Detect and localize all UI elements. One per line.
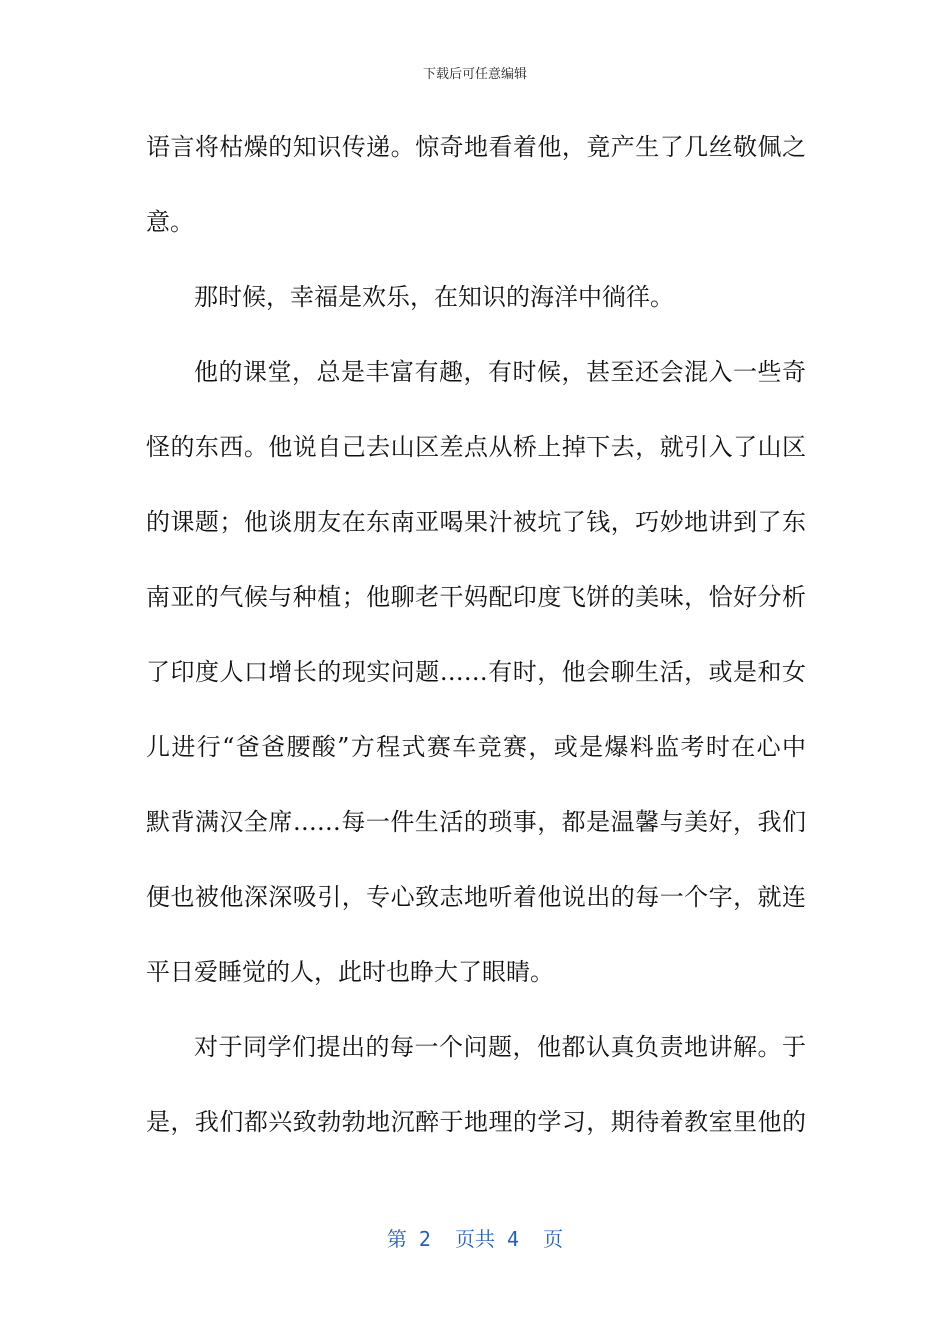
text-line: 是，我们都兴致勃勃地沉醉于地理的学习，期待着教室里他的 (146, 1108, 806, 1136)
text-line: 南亚的气候与种植；他聊老干妈配印度飞饼的美味，恰好分析 (146, 583, 806, 611)
text-line: 意。 (146, 208, 194, 236)
paragraph-first-line: 那时候，幸福是欢乐，在知识的海洋中徜徉。 (194, 283, 674, 311)
text-line: 了印度人口增长的现实问题……有时，他会聊生活，或是和女 (146, 658, 806, 686)
text-line: 平日爱睡觉的人，此时也睁大了眼睛。 (146, 958, 554, 986)
text-line: 儿进行“爸爸腰酸”方程式赛车竞赛，或是爆料监考时在心中 (146, 733, 806, 761)
page-header: 下载后可任意编辑 (422, 67, 527, 82)
page-number-footer: 第 2 页共 4 页 (386, 1227, 564, 1251)
text-line: 语言将枯燥的知识传递。惊奇地看着他，竟产生了几丝敬佩之 (146, 133, 806, 161)
text-line: 的课题；他谈朋友在东南亚喝果汁被坑了钱，巧妙地讲到了东 (146, 508, 806, 536)
document-body (146, 110, 806, 1160)
text-line: 便也被他深深吸引，专心致志地听着他说出的每一个字，就连 (146, 883, 806, 911)
paragraph-first-line: 对于同学们提出的每一个问题，他都认真负责地讲解。于 (194, 1033, 806, 1061)
text-line: 默背满汉全席……每一件生活的琐事，都是温馨与美好，我们 (146, 808, 806, 836)
text-line: 怪的东西。他说自己去山区差点从桥上掉下去，就引入了山区 (146, 433, 806, 461)
paragraph-first-line: 他的课堂，总是丰富有趣，有时候，甚至还会混入一些奇 (194, 358, 806, 386)
